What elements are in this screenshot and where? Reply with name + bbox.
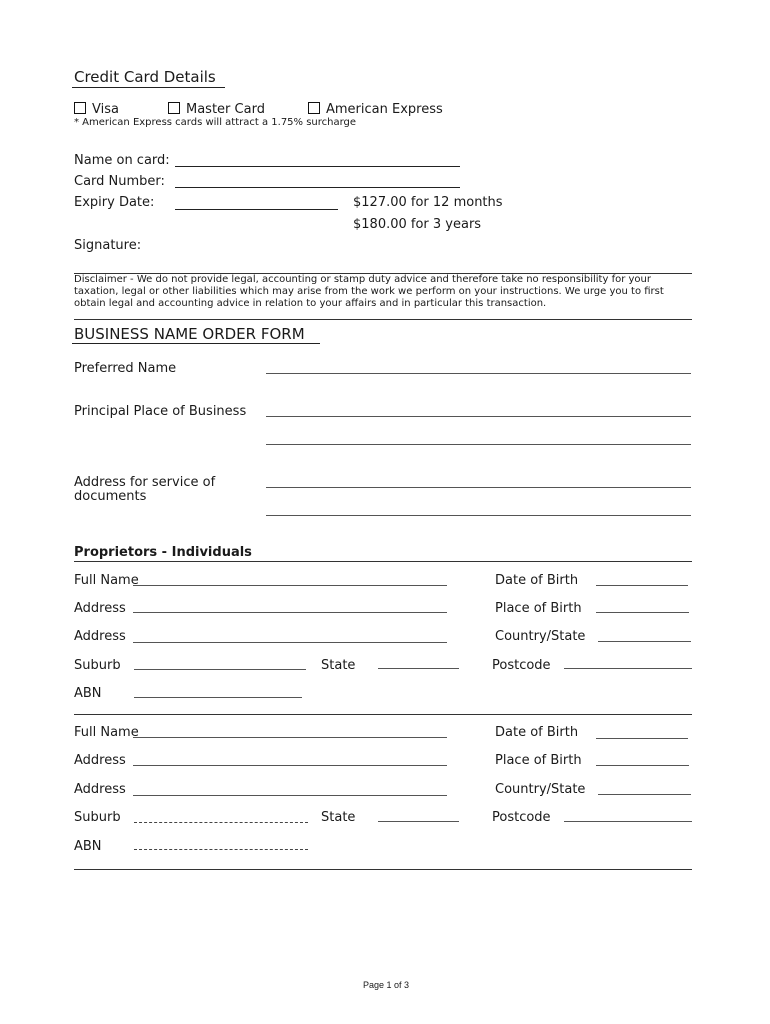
name-on-card-label: Name on card:	[74, 153, 170, 168]
mastercard-checkbox[interactable]	[168, 102, 180, 114]
p1-dob-label: Date of Birth	[495, 573, 579, 588]
p1-abn-label: ABN	[74, 686, 102, 701]
visa-option[interactable]	[74, 102, 119, 117]
p2-place-of-birth-field[interactable]	[596, 765, 689, 766]
bottom-rule	[74, 869, 692, 870]
p2-abn-label: ABN	[74, 839, 102, 854]
p2-address-label-2: Address	[74, 782, 126, 797]
business-title-underline	[72, 343, 320, 344]
amex-option[interactable]	[308, 102, 443, 117]
p1-place-of-birth-label: Place of Birth	[495, 601, 582, 616]
business-form-title: BUSINESS NAME ORDER FORM	[74, 325, 305, 343]
proprietor-divider	[74, 714, 692, 715]
address-service-label-1: Address for service of	[74, 475, 216, 490]
amex-label: American Express	[326, 102, 443, 117]
p1-dob-field[interactable]	[596, 585, 688, 586]
p1-country-state-field[interactable]	[598, 641, 691, 642]
p2-full-name-label: Full Name	[74, 725, 139, 740]
amex-checkbox[interactable]	[308, 102, 320, 114]
price-3-years: $180.00 for 3 years	[353, 217, 482, 232]
section-divider	[74, 319, 692, 320]
p1-full-name-label: Full Name	[74, 573, 139, 588]
proprietors-heading: Proprietors - Individuals	[74, 545, 252, 560]
principal-place-field-2[interactable]	[266, 444, 691, 445]
p1-postcode-field[interactable]	[564, 668, 692, 669]
p2-country-state-label: Country/State	[495, 782, 586, 797]
preferred-name-field[interactable]	[266, 373, 691, 374]
p1-address-label-2: Address	[74, 629, 126, 644]
name-on-card-field[interactable]	[175, 166, 460, 167]
mastercard-option[interactable]	[168, 102, 265, 117]
p1-postcode-label: Postcode	[492, 658, 551, 673]
p2-postcode-label: Postcode	[492, 810, 551, 825]
expiry-date-field[interactable]	[175, 209, 338, 210]
p2-full-name-field[interactable]	[133, 737, 447, 738]
p1-abn-field[interactable]	[134, 697, 302, 698]
address-service-field-2[interactable]	[266, 515, 691, 516]
p1-suburb-label: Suburb	[74, 658, 121, 673]
surcharge-note: * American Express cards will attract a 1.75% surcharge	[74, 117, 357, 128]
mastercard-label: Master Card	[186, 102, 265, 117]
p2-suburb-label: Suburb	[74, 810, 121, 825]
p2-postcode-field[interactable]	[564, 821, 692, 822]
visa-label: Visa	[92, 102, 119, 117]
p2-address-field-1[interactable]	[133, 765, 447, 766]
disclaimer-line-1: Disclaimer - We do not provide legal, accounting or stamp duty advice and therefore take no responsibility for your	[74, 274, 651, 285]
credit-card-title: Credit Card Details	[74, 68, 216, 86]
card-number-label: Card Number:	[74, 174, 165, 189]
p2-address-label-1: Address	[74, 753, 126, 768]
preferred-name-label: Preferred Name	[74, 361, 177, 376]
p2-address-field-2[interactable]	[133, 795, 447, 796]
p1-state-field[interactable]	[378, 668, 459, 669]
disclaimer-line-2: taxation, legal or other liabilities which may arise from the work we perform on your instructions. We urge you to first	[74, 286, 664, 297]
p2-suburb-field[interactable]	[134, 822, 308, 823]
expiry-date-label: Expiry Date:	[74, 195, 155, 210]
principal-place-field-1[interactable]	[266, 416, 691, 417]
p1-address-label-1: Address	[74, 601, 126, 616]
p2-dob-label: Date of Birth	[495, 725, 579, 740]
visa-checkbox[interactable]	[74, 102, 86, 114]
p2-dob-field[interactable]	[596, 738, 688, 739]
title-underline	[72, 87, 225, 88]
disclaimer-line-3: obtain legal and accounting advice in relation to your affairs and in particular this transaction.	[74, 298, 547, 309]
card-number-field[interactable]	[175, 187, 460, 188]
p2-state-label: State	[321, 810, 356, 825]
p1-full-name-field[interactable]	[133, 585, 447, 586]
page-number: Page 1 of 3	[363, 980, 410, 990]
address-service-label-2: documents	[74, 489, 147, 504]
signature-label: Signature:	[74, 238, 142, 253]
address-service-field-1[interactable]	[266, 487, 691, 488]
proprietors-rule	[74, 561, 692, 562]
p2-state-field[interactable]	[378, 821, 459, 822]
p1-address-field-1[interactable]	[133, 612, 447, 613]
p2-abn-field[interactable]	[134, 849, 308, 850]
principal-place-label: Principal Place of Business	[74, 404, 247, 419]
p2-country-state-field[interactable]	[598, 794, 691, 795]
p1-address-field-2[interactable]	[133, 642, 447, 643]
p1-country-state-label: Country/State	[495, 629, 586, 644]
p1-suburb-field[interactable]	[134, 669, 306, 670]
p1-place-of-birth-field[interactable]	[596, 612, 689, 613]
p1-state-label: State	[321, 658, 356, 673]
price-12-months: $127.00 for 12 months	[353, 195, 503, 210]
p2-place-of-birth-label: Place of Birth	[495, 753, 582, 768]
